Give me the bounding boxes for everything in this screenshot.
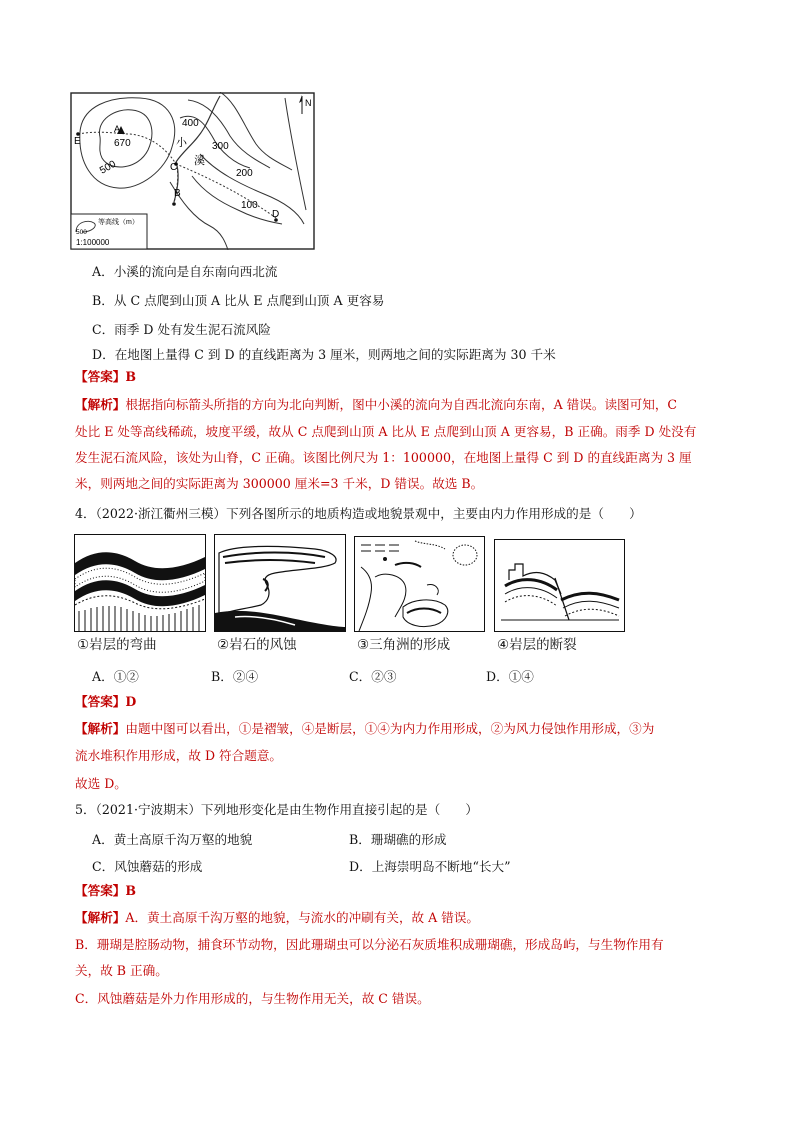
q5-analysis-line-2: B．珊瑚是腔肠动物，捕食环节动物，因此珊瑚虫可以分泌石灰质堆积成珊瑚礁，形成岛屿，与生物作用有 [75, 937, 664, 952]
q5-answer-tag: 【答案】 [75, 883, 126, 898]
q5-stem: 5．（2021·宁波期末）下列地形变化是由生物作用直接引起的是（ ） [75, 802, 478, 817]
q3-option-d: D．在地图上量得 C 到 D 的直线距离为 3 厘米，则两地之间的实际距离为 30 千米 [92, 347, 556, 362]
q3-option-a: A．小溪的流向是自东南向西北流 [92, 264, 278, 279]
q4-analysis-tag: 【解析】 [75, 721, 126, 736]
q3-analysis-line-3: 发生泥石流风险，该处为山脊，C 正确。该图比例尺为 1：100000，在地图上量得 C 到 D 的直线距离为 3 厘 [75, 450, 692, 465]
q3-option-b: B．从 C 点爬到山顶 A 比从 E 点爬到山顶 A 更容易 [92, 293, 385, 308]
q5-analysis-line-4: C．风蚀蘑菇是外力作用形成的，与生物作用无关，故 C 错误。 [75, 991, 430, 1006]
point-label-c: C [170, 162, 178, 173]
q3-answer [75, 368, 136, 386]
point-label-b: B [174, 188, 181, 199]
q3-analysis-line-4: 米，则两地之间的实际距离为 300000 厘米=3 千米，D 错误。故选 B。 [75, 476, 484, 491]
legend-text: 等高线（m） [98, 219, 139, 226]
q3-analysis-line-1: 【解析】根据指向标箭头所指的方向为北向判断，图中小溪的流向为自西北流向东南，A 错误。读图可知，C [75, 397, 678, 412]
caption-3: ③三角洲的形成 [357, 637, 451, 653]
q4-stem: 4．（2022·浙江衢州三模）下列各图所示的地质构造或地貌景观中，主要由内力作用形成的是（ ） [75, 506, 642, 521]
caption-1: ①岩层的弯曲 [77, 637, 157, 653]
figure-delta [354, 536, 485, 632]
contour-label-300: 300 [212, 141, 229, 152]
figure-wind-erosion [214, 534, 346, 632]
q5-option-d: D．上海崇明岛不断地“长大” [349, 859, 511, 874]
contour-label-200: 200 [236, 168, 253, 179]
contour-label-500: 500 [98, 158, 118, 177]
q5-option-b: B．珊瑚礁的形成 [349, 832, 447, 847]
q4-answer-tag: 【答案】 [75, 694, 126, 709]
stream-label-1: 小 [176, 137, 187, 149]
q5-answer [75, 882, 136, 900]
figure-faulting [494, 539, 625, 632]
q4-option-d: D．①④ [486, 669, 534, 684]
q4-analysis-line-2: 流水堆积作用形成，故 D 符合题意。 [75, 748, 283, 763]
q3-analysis-tag: 【解析】 [75, 397, 126, 412]
summit-elevation: 670 [114, 138, 131, 149]
point-label-d: D [272, 209, 280, 220]
point-label-e: E [74, 136, 81, 147]
q3-option-c: C．雨季 D 处有发生泥石流风险 [92, 322, 271, 337]
q3-answer-value: B [125, 369, 137, 384]
q5-analysis-line-1: 【解析】A．黄土高原千沟万壑的地貌，与流水的冲刷有关，故 A 错误。 [75, 910, 480, 925]
north-label: N [305, 98, 312, 108]
contour-label-100: 100 [241, 200, 258, 211]
q5-answer-value: B [125, 883, 137, 898]
q4-option-c: C．②③ [349, 669, 397, 684]
q5-analysis-line-3: 关，故 B 正确。 [75, 963, 168, 978]
q4-analysis-line-1: 【解析】由题中图可以看出，①是褶皱，④是断层，①④为内力作用形成，②为风力侵蚀作用形成，③为 [75, 721, 655, 736]
q4-answer-value: D [125, 694, 137, 709]
q5-option-a: A．黄土高原千沟万壑的地貌 [92, 832, 253, 847]
q4-option-b: B．②④ [211, 669, 259, 684]
contour-label-400: 400 [182, 118, 199, 129]
legend-contour-value: 500 [76, 229, 87, 236]
q4-option-a: A．①② [92, 669, 139, 684]
point-label-a: A [114, 124, 121, 134]
q4-answer [75, 693, 136, 711]
map-scale: 1:100000 [76, 238, 110, 247]
figure-rock-folding [74, 534, 206, 632]
caption-2: ②岩石的风蚀 [217, 637, 297, 653]
contour-map-drawing [70, 92, 315, 250]
q3-answer-tag: 【答案】 [75, 369, 126, 384]
q4-analysis-line-3: 故选 D。 [75, 776, 127, 791]
caption-4: ④岩层的断裂 [497, 637, 577, 653]
q5-analysis-tag: 【解析】 [75, 910, 126, 925]
stream-label-2: 溪 [194, 155, 205, 167]
q5-option-c: C．风蚀蘑菇的形成 [92, 859, 203, 874]
contour-map [70, 92, 315, 250]
q3-analysis-line-2: 处比 E 处等高线稀疏，坡度平缓，故从 C 点爬到山顶 A 比从 E 点爬到山顶 A 更容易，B 正确。雨季 D 处没有 [75, 424, 697, 439]
